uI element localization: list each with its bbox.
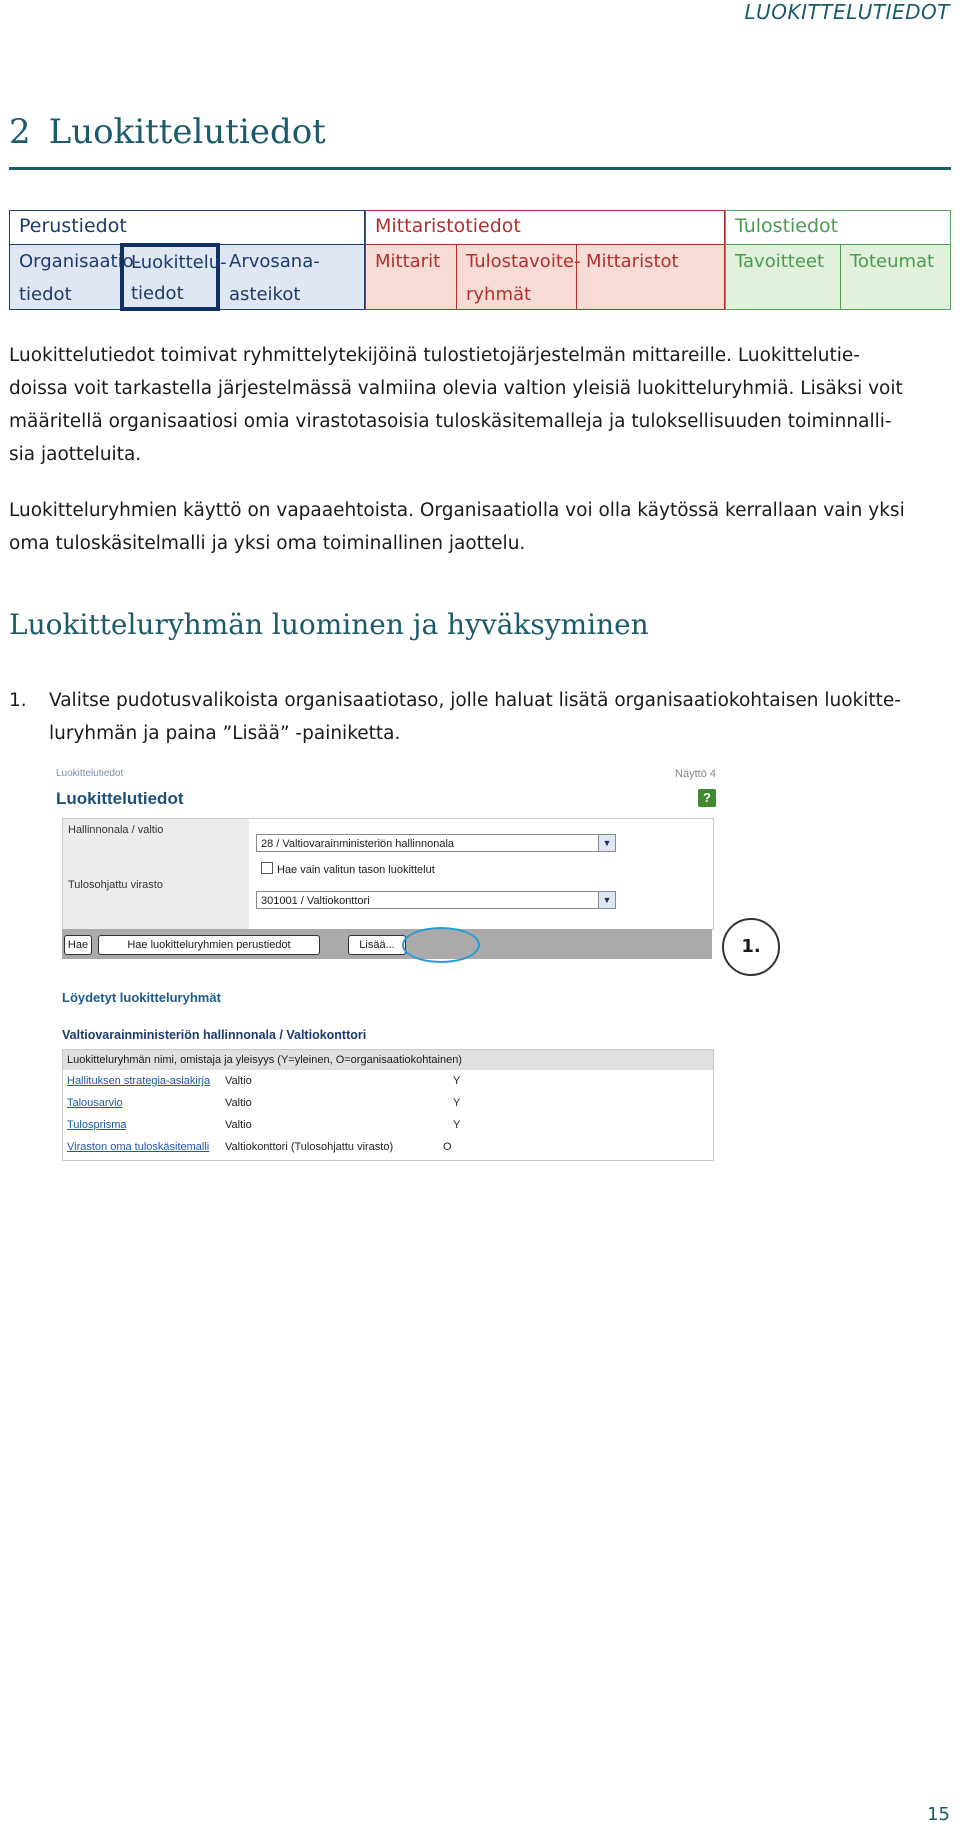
table-row bbox=[63, 1136, 713, 1158]
step-number: 1. bbox=[9, 690, 27, 711]
page-number: 15 bbox=[927, 1804, 950, 1825]
nav-group-head[interactable]: Tulostiedot bbox=[735, 215, 839, 237]
virasto-select[interactable]: 301001 / Valtiokonttori ▼ bbox=[256, 891, 616, 909]
chapter-number: 2 bbox=[9, 112, 31, 152]
navigation-table bbox=[9, 210, 951, 310]
nav-item-mittarit[interactable]: Mittarit bbox=[375, 251, 441, 272]
group-owner: Valtio bbox=[225, 1119, 252, 1131]
nav-group-head[interactable]: Perustiedot bbox=[19, 215, 127, 237]
nav-group-head[interactable]: Mittaristotiedot bbox=[375, 215, 521, 237]
nav-item-organisaatiotiedot[interactable]: Organisaatio- tiedot bbox=[19, 251, 141, 305]
nav-group-mittaristotiedot bbox=[365, 210, 725, 310]
intro-paragraph: Luokittelutiedot toimivat ryhmittelytekijöinä tulostietojärjestelmän mittareille. Luokittelutie- doissa voit tarkastella järjestelmässä valmiina olevia valtion yleisiä luokitteluryhmiä. Lisäksi voit määritellä organisaatiosi omia virastotasoisia tuloskäsitemalleja ja tuloksellisuuden toiminnalli- sia jaotteluita. bbox=[9, 345, 903, 465]
group-link[interactable]: Hallituksen strategia-asiakirja bbox=[67, 1075, 211, 1087]
chapter-title-text: Luokittelutiedot bbox=[48, 112, 326, 152]
view-number: Näyttö 4 bbox=[675, 768, 716, 780]
found-groups-title: Löydetyt luokitteluryhmät bbox=[62, 990, 221, 1005]
button-bar bbox=[62, 929, 712, 959]
help-icon[interactable]: ? bbox=[698, 789, 716, 807]
section-title: Luokitteluryhmän luominen ja hyväksyminen bbox=[9, 608, 649, 641]
hallinnonala-select[interactable]: 28 / Valtiovarainministeriön hallinnonala ▼ bbox=[256, 834, 616, 852]
nav-item-toteumat[interactable]: Toteumat bbox=[840, 245, 950, 309]
step-text: Valitse pudotusvalikoista organisaatiotaso, jolle haluat lisätä organisaatiokohtaisen luokitte- luryhmän ja paina ”Lisää” -painiketta. bbox=[49, 690, 901, 744]
group-owner: Valtio bbox=[225, 1075, 252, 1087]
group-owner: Valtiokonttori (Tulosohjattu virasto) bbox=[225, 1141, 394, 1153]
nav-item-mittaristot[interactable]: Mittaristot bbox=[576, 245, 724, 309]
nav-group-perustiedot bbox=[9, 210, 365, 310]
chevron-down-icon: ▼ bbox=[598, 892, 615, 908]
group-type: Y bbox=[453, 1075, 461, 1087]
group-type: Y bbox=[453, 1119, 461, 1131]
group-link[interactable]: Tulosprisma bbox=[67, 1119, 127, 1131]
table-header: Luokitteluryhmän nimi, omistaja ja yleisyys (Y=yleinen, O=organisaatiokohtainen) bbox=[63, 1050, 713, 1070]
running-head: LUOKITTELUTIEDOT bbox=[744, 0, 950, 24]
label-virasto: Tulosohjattu virasto bbox=[63, 874, 249, 929]
nav-item-luokittelutiedot-active[interactable]: Luokittelu- tiedot bbox=[120, 243, 220, 311]
page-title: Luokittelutiedot bbox=[56, 789, 184, 808]
nav-item-arvosana-asteikot[interactable]: Arvosana- asteikot bbox=[229, 251, 320, 305]
nav-item-tavoitteet[interactable]: Tavoitteet bbox=[735, 251, 825, 272]
groups-table bbox=[62, 1049, 714, 1161]
group-type: O bbox=[443, 1141, 452, 1153]
table-row bbox=[63, 1070, 713, 1092]
group-type: Y bbox=[453, 1097, 461, 1109]
nav-group-tulostiedot bbox=[725, 210, 951, 310]
level-only-checkbox[interactable]: Hae vain valitun tason luokittelut bbox=[261, 862, 435, 876]
group-owner: Valtio bbox=[225, 1097, 252, 1109]
breadcrumb: Luokittelutiedot bbox=[56, 768, 124, 779]
chapter-rule bbox=[9, 167, 951, 170]
search-form bbox=[62, 818, 714, 930]
chevron-down-icon: ▼ bbox=[598, 835, 615, 851]
table-row bbox=[63, 1092, 713, 1114]
org-heading: Valtiovarainministeriön hallinnonala / Valtiokonttori bbox=[62, 1028, 367, 1042]
usage-paragraph: Luokitteluryhmien käyttö on vapaaehtoista. Organisaatiolla voi olla käytössä kerrallaan vain yksi oma tuloskäsitelmalli ja yksi oma toiminallinen jaottelu. bbox=[9, 500, 905, 554]
chapter-title bbox=[9, 112, 326, 152]
group-link[interactable]: Viraston oma tuloskäsitemalli bbox=[67, 1141, 210, 1153]
callout-marker: 1. bbox=[722, 918, 780, 976]
table-row bbox=[63, 1114, 713, 1136]
hae-button[interactable]: Hae bbox=[64, 935, 92, 955]
label-hallinnonala: Hallinnonala / valtio bbox=[63, 819, 249, 874]
nav-item-tulostavoiteryhmat[interactable]: Tulostavoite- ryhmät bbox=[456, 245, 576, 309]
fetch-basic-info-button[interactable]: Hae luokitteluryhmien perustiedot bbox=[98, 935, 320, 955]
add-button[interactable]: Lisää... bbox=[348, 935, 406, 955]
embedded-screenshot bbox=[56, 762, 716, 1182]
highlight-ring bbox=[402, 927, 480, 963]
group-link[interactable]: Talousarvio bbox=[67, 1097, 123, 1109]
